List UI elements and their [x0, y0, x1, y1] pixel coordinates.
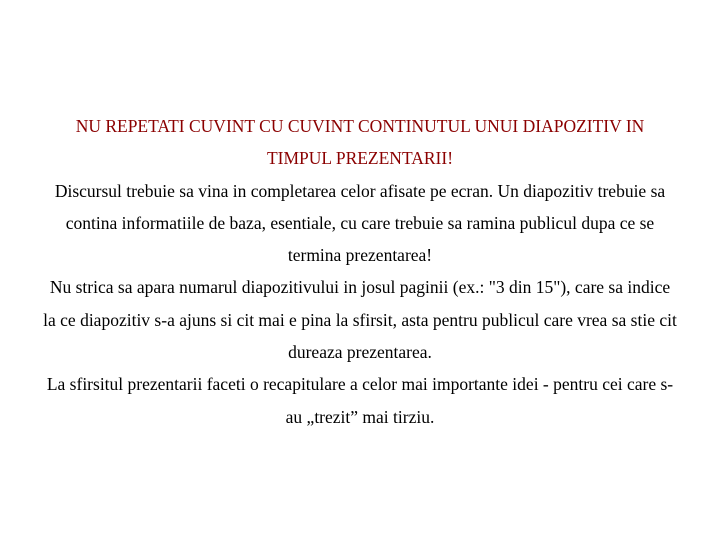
- body-line-6: dureaza prezentarea.: [288, 342, 432, 363]
- body-line-4: Nu strica sa apara numarul diapozitivului in josul paginii (ex.: "3 din 15"), care sa indice: [49, 277, 671, 298]
- body-line-7: La sfirsitul prezentarii faceti o recapitulare a celor mai importante idei - pentru cei care s-: [46, 374, 674, 395]
- slide-heading-line-2: TIMPUL PREZENTARII!: [266, 148, 454, 169]
- body-line-8: au „trezit” mai tirziu.: [285, 406, 435, 427]
- body-line-1: Discursul trebuie sa vina in completarea celor afisate pe ecran. Un diapozitiv trebuie sa: [54, 180, 666, 201]
- slide-heading-line-1: NU REPETATI CUVINT CU CUVINT CONTINUTUL UNUI DIAPOZITIV IN: [75, 116, 645, 136]
- body-line-2: contina informatiile de baza, esentiale, cu care trebuie sa ramina publicul dupa ce se: [65, 212, 655, 233]
- body-line-5: la ce diapozitiv s-a ajuns si cit mai e pina la sfirsit, asta pentru publicul care vrea sa stie cit: [43, 309, 677, 330]
- body-line-3: termina prezentarea!: [287, 245, 433, 266]
- slide-content: [18, 110, 702, 433]
